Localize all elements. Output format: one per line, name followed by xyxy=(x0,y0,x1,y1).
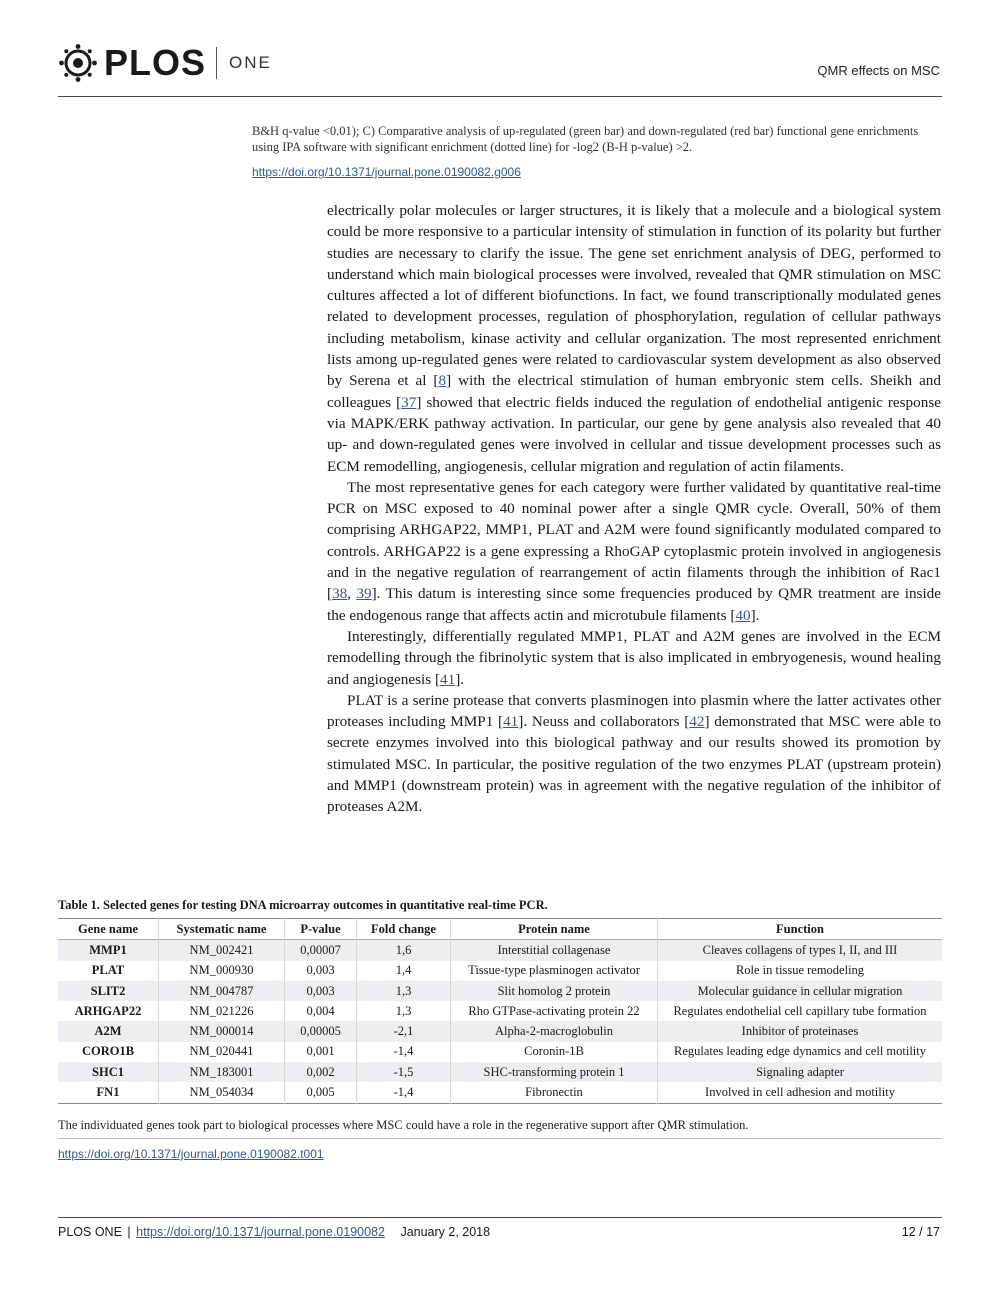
table-row xyxy=(58,940,942,961)
table-row xyxy=(58,1021,942,1041)
protein-name-cell: Slit homolog 2 protein xyxy=(451,981,658,1001)
footer-doi-link[interactable]: https://doi.org/10.1371/journal.pone.0190082 xyxy=(136,1225,385,1239)
body-text xyxy=(327,200,941,818)
systematic-name-cell: NM_021226 xyxy=(159,1001,285,1021)
column-header: P-value xyxy=(285,919,357,940)
figure-doi-link[interactable]: https://doi.org/10.1371/journal.pone.0190082.g006 xyxy=(252,165,521,179)
table-doi-link[interactable]: https://doi.org/10.1371/journal.pone.0190082.t001 xyxy=(58,1147,324,1161)
p-value-cell: 0,005 xyxy=(285,1082,357,1103)
protein-name-cell: Alpha-2-macroglobulin xyxy=(451,1021,658,1041)
citation-link[interactable]: 42 xyxy=(689,713,705,731)
paragraph-4: PLAT is a serine protease that converts plasminogen into plasmin where the latter activates other proteases including MMP1 [41]. Neuss and collaborators [42] demonstrated that MSC were able to secrete enzymes involved into this biological pathway and our results showed its promotion by stimulated MSC. In particular, the positive regulation of the two enzymes PLAT (upstream protein) and MMP1 (downstream protein) was in agreement with the negative regulation of the inhibitor of proteases A2M. xyxy=(327,691,941,816)
function-cell: Molecular guidance in cellular migration xyxy=(658,981,943,1001)
gene-name-cell: FN1 xyxy=(96,1085,120,1100)
table-row xyxy=(58,1062,942,1082)
footer-date: January 2, 2018 xyxy=(400,1225,491,1239)
citation-link[interactable]: 41 xyxy=(440,670,456,688)
running-head: QMR effects on MSC xyxy=(817,63,940,78)
column-header: Fold change xyxy=(357,919,451,940)
protein-name-cell: Fibronectin xyxy=(451,1082,658,1103)
function-cell: Signaling adapter xyxy=(658,1062,943,1082)
paragraph-1: electrically polar molecules or larger structures, it is likely that a molecule and a biological system could be more responsive to a particular intensity of stimulation in function of its polarity but further studies are necessary to clarify the issue. The gene set enrichment analysis of DEG, performed to understand which main biological processes were involved, revealed that QMR stimulation on MSC cultures affected a lot of different biofunctions. In fact, we found transcriptionally modulated genes related to development processes, regulation of phosphorylation, regulation of cellular pathways including metabolism, kinase activity and cellular organization. The most represented enrichment lists among up-regulated genes were related to cardiovascular system development as also observed by Serena et al [8] with the electrical stimulation of human embryonic stem cells. Sheikh and colleagues [37] showed that electric fields induced the regulation of endothelial antigenic response via MAPK/ERK pathway activation. In particular, our gene by gene analysis also revealed that 40 up- and down-regulated genes were involved in cellular and tissue development processes such as ECM remodelling, angiogenesis, cellular migration and regulation of actin filaments. xyxy=(327,202,941,475)
systematic-name-cell: NM_054034 xyxy=(159,1082,285,1103)
table-footnote: The individuated genes took part to biological processes where MSC could have a role in the regenerative support after QMR stimulation. xyxy=(58,1118,749,1132)
citation-link[interactable]: 38 xyxy=(332,585,348,603)
fold-change-cell: 1,3 xyxy=(357,981,451,1001)
p-value-cell: 0,00005 xyxy=(285,1021,357,1041)
paragraph-3: Interestingly, differentially regulated MMP1, PLAT and A2M genes are involved in the ECM remodelling through the fibrinolytic system that is also implicated in embryogenesis, wound healing and angiogenesis [41]. xyxy=(327,627,941,688)
footer-rule xyxy=(58,1217,942,1218)
footer-journal: PLOS ONE xyxy=(58,1225,122,1239)
gene-name-cell: SHC1 xyxy=(92,1064,124,1079)
page-footer xyxy=(58,1225,490,1239)
header-rule xyxy=(58,96,942,97)
function-cell: Cleaves collagens of types I, II, and III xyxy=(658,940,943,961)
citation-link[interactable]: 39 xyxy=(356,585,372,603)
p-value-cell: 0,004 xyxy=(285,1001,357,1021)
p-value-cell: 0,001 xyxy=(285,1042,357,1062)
function-cell: Involved in cell adhesion and motility xyxy=(658,1082,943,1103)
function-cell: Role in tissue remodeling xyxy=(658,961,943,981)
plos-logo-icon xyxy=(58,43,98,83)
logo-divider xyxy=(216,47,217,79)
table-footnote-rule xyxy=(58,1138,942,1139)
table-title: Table 1. Selected genes for testing DNA microarray outcomes in quantitative real-time PCR. xyxy=(58,898,548,912)
systematic-name-cell: NM_000014 xyxy=(159,1021,285,1041)
fold-change-cell: 1,4 xyxy=(357,961,451,981)
systematic-name-cell: NM_020441 xyxy=(159,1042,285,1062)
protein-name-cell: Interstitial collagenase xyxy=(451,940,658,961)
paragraph-2: The most representative genes for each category were further validated by quantitative real-time PCR on MSC exposed to 40 nominal power after a single QMR cycle. Overall, 50% of them comprising ARHGAP22, MMP1, PLAT and A2M were found significantly modulated compared to controls. ARHGAP22 is a gene expressing a RhoGAP cytoplasmic protein involved in angiogenesis and in the negative regulation of rearrangement of actin filaments through the inhibition of Rac1 [38, 39]. This datum is interesting since some frequencies produced by QMR treatment are inside the endogenous range that affects actin and microtubule filaments [40]. xyxy=(327,478,942,624)
function-cell: Inhibitor of proteinases xyxy=(658,1021,943,1041)
protein-name-cell: Coronin-1B xyxy=(451,1042,658,1062)
p-value-cell: 0,003 xyxy=(285,981,357,1001)
gene-name-cell: SLIT2 xyxy=(90,983,126,998)
systematic-name-cell: NM_002421 xyxy=(159,940,285,961)
gene-name-cell: CORO1B xyxy=(81,1044,135,1059)
gene-name-cell: ARHGAP22 xyxy=(74,1003,142,1018)
plos-one-logo xyxy=(58,42,272,84)
logo-one: ONE xyxy=(229,53,272,72)
citation-link[interactable]: 41 xyxy=(503,713,519,731)
function-cell: Regulates endothelial cell capillary tube formation xyxy=(658,1001,943,1021)
table-row xyxy=(58,1042,942,1062)
fold-change-cell: -1,4 xyxy=(357,1082,451,1103)
page-number: 12 / 17 xyxy=(901,1225,940,1239)
systematic-name-cell: NM_004787 xyxy=(159,981,285,1001)
citation-link[interactable]: 40 xyxy=(735,606,751,624)
column-header: Protein name xyxy=(451,919,658,940)
table-row xyxy=(58,1082,942,1103)
fold-change-cell: -2,1 xyxy=(357,1021,451,1041)
table-header-row xyxy=(58,919,942,940)
fold-change-cell: 1,6 xyxy=(357,940,451,961)
p-value-cell: 0,00007 xyxy=(285,940,357,961)
table-row xyxy=(58,961,942,981)
fold-change-cell: -1,4 xyxy=(357,1042,451,1062)
citation-link[interactable]: 8 xyxy=(438,372,447,390)
function-cell: Regulates leading edge dynamics and cell motility xyxy=(658,1042,943,1062)
figure-caption-tail: B&H q-value <0.01); C) Comparative analysis of up-regulated (green bar) and down-regulated (red bar) functional gene enrichments using IPA software with significant enrichment (dotted line) for -log2 (B-H p-value) >2. xyxy=(252,124,919,154)
citation-link[interactable]: 37 xyxy=(401,393,417,411)
column-header: Systematic name xyxy=(159,919,285,940)
protein-name-cell: SHC-transforming protein 1 xyxy=(451,1062,658,1082)
column-header: Function xyxy=(658,919,943,940)
table-row xyxy=(58,981,942,1001)
footer-separator: | xyxy=(127,1225,131,1239)
genes-table xyxy=(58,918,942,1104)
gene-name-cell: PLAT xyxy=(91,963,125,978)
protein-name-cell: Rho GTPase-activating protein 22 xyxy=(451,1001,658,1021)
systematic-name-cell: NM_000930 xyxy=(159,961,285,981)
p-value-cell: 0,003 xyxy=(285,961,357,981)
logo-wordmark: PLOS xyxy=(104,42,207,83)
gene-name-cell: MMP1 xyxy=(89,942,127,957)
table-row xyxy=(58,1001,942,1021)
fold-change-cell: -1,5 xyxy=(357,1062,451,1082)
gene-name-cell: A2M xyxy=(94,1024,122,1039)
systematic-name-cell: NM_183001 xyxy=(159,1062,285,1082)
column-header: Gene name xyxy=(77,921,139,936)
fold-change-cell: 1,3 xyxy=(357,1001,451,1021)
protein-name-cell: Tissue-type plasminogen activator xyxy=(451,961,658,981)
p-value-cell: 0,002 xyxy=(285,1062,357,1082)
